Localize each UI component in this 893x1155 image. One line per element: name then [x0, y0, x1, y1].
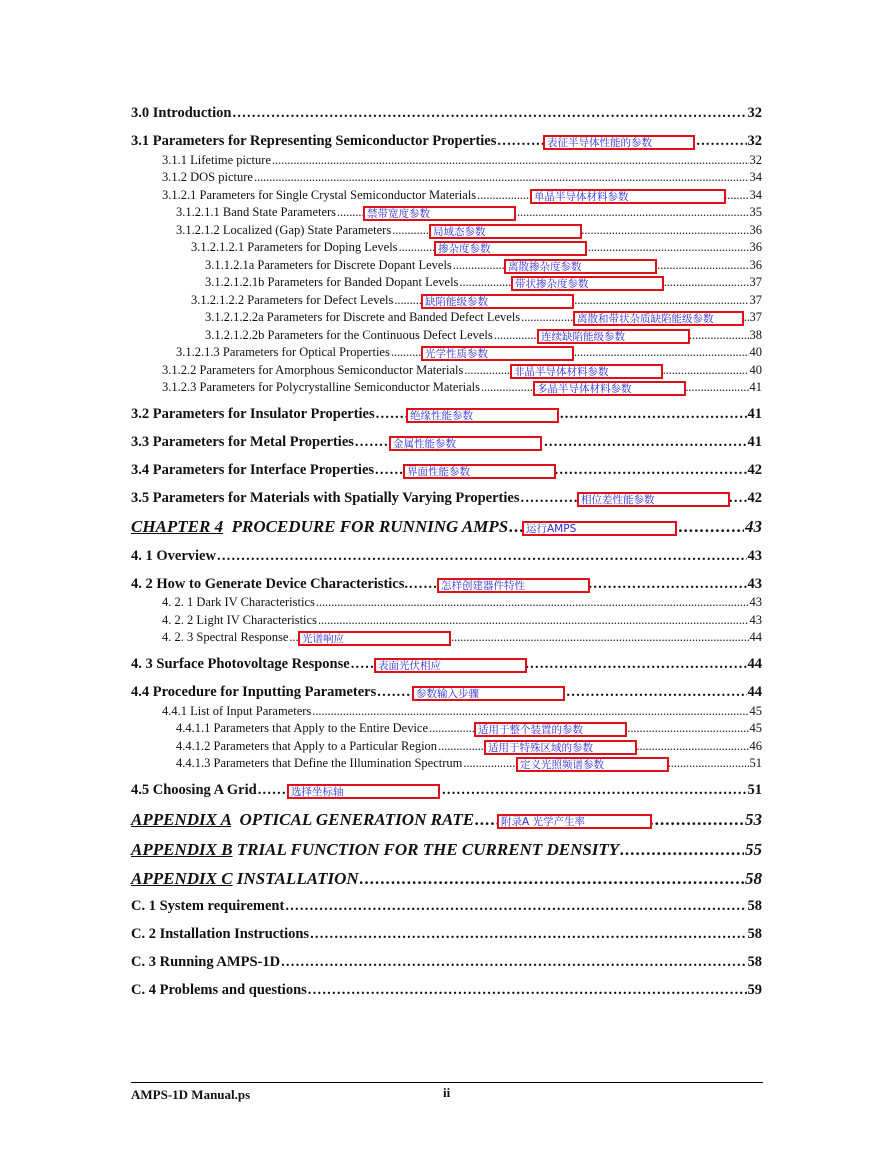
toc-entry-title: 4.4.1 List of Input Parameters [162, 704, 312, 718]
toc-entry-title: 4.4.1.3 Parameters that Define the Illumination Spectrum [176, 756, 463, 770]
toc-entry-title: 4.5 Choosing A Grid [131, 782, 257, 798]
toc-entry[interactable] [162, 364, 762, 377]
translation-annotation: 定义光照频谱参数 [516, 757, 669, 772]
toc-entry[interactable] [176, 757, 762, 770]
toc-page-number: 51 [749, 756, 762, 770]
dot-leader [360, 870, 744, 887]
translation-annotation: 非晶半导体材料参数 [510, 364, 663, 379]
translation-annotation: 光谱响应 [298, 631, 451, 646]
toc-page-number: 46 [749, 739, 762, 753]
toc-entry-title: 3.1.2.1.2.2 Parameters for Defect Levels [191, 293, 394, 307]
toc-page-number: 32 [749, 153, 762, 167]
translation-annotation: 离散掺杂度参数 [504, 259, 657, 274]
translation-annotation: 运行AMPS [522, 521, 677, 536]
toc-entry-title: 4. 2. 3 Spectral Response [162, 630, 289, 644]
toc-entry-title: 4.4 Procedure for Inputting Parameters [131, 684, 377, 700]
dot-leader [308, 983, 747, 998]
translation-annotation: 缺陷能级参数 [421, 294, 574, 309]
translation-annotation: 附录A 光学产生率 [497, 814, 652, 829]
translation-annotation: 适用于整个装置的参数 [474, 722, 627, 737]
toc-entry[interactable] [162, 705, 762, 718]
toc-page-number: 44 [747, 684, 762, 700]
toc-chapter-entry[interactable] [131, 841, 762, 858]
chapter-title: OPTICAL GENERATION RATE [230, 810, 475, 829]
toc-entry-title: 4. 2. 2 Light IV Characteristics [162, 613, 317, 627]
toc-entry[interactable] [131, 899, 762, 914]
toc-page-number: 58 [747, 954, 762, 970]
toc-entry-title: 3.4 Parameters for Interface Properties [131, 462, 375, 478]
dot-leader [316, 596, 749, 609]
toc-page-number: 41 [747, 434, 762, 450]
toc-entry-title: 3.1.2.1.1 Band State Parameters [176, 205, 337, 219]
dot-leader [281, 955, 746, 970]
toc-entry-title: 3.3 Parameters for Metal Properties [131, 434, 354, 450]
chapter-title: PROCEDURE FOR RUNNING AMPS [223, 517, 509, 536]
toc-entry[interactable] [131, 983, 762, 998]
translation-annotation: 带状掺杂度参数 [511, 276, 664, 291]
toc-entry[interactable] [205, 276, 762, 289]
translation-annotation: 离散和带状杂质缺陷能级参数 [573, 311, 744, 326]
translation-annotation: 连续缺陷能级参数 [537, 329, 690, 344]
toc-page-number: 43 [747, 548, 762, 564]
dot-leader [254, 171, 749, 184]
chapter-number: APPENDIX A [131, 810, 231, 829]
toc-page-number: 38 [749, 328, 762, 342]
toc-entry[interactable] [176, 740, 762, 753]
toc-page-number: 36 [749, 240, 762, 254]
toc-entry-title: 3.1 Parameters for Representing Semiconductor Properties [131, 133, 497, 149]
toc-page-number: 44 [749, 630, 762, 644]
chapter-title: TRIAL FUNCTION FOR THE CURRENT DENSITY [232, 840, 620, 859]
translation-annotation: 局域态参数 [429, 224, 582, 239]
toc-page-number: 32 [747, 133, 762, 149]
toc-page-number: 40 [749, 345, 762, 359]
translation-annotation: 掺杂度参数 [434, 241, 587, 256]
toc-entry-title [131, 518, 508, 535]
toc-entry[interactable] [131, 783, 762, 798]
toc-entry-title: 3.1.2.1.3 Parameters for Optical Properties [176, 345, 390, 359]
toc-entry-title: 4. 3 Surface Photovoltage Response [131, 656, 350, 672]
toc-entry-title: C. 2 Installation Instructions [131, 926, 310, 942]
toc-page-number: 55 [745, 840, 762, 859]
toc-page-number: 42 [747, 490, 762, 506]
dot-leader [620, 841, 744, 858]
toc-entry-title: 4. 2 How to Generate Device Characteristics. [131, 576, 409, 592]
toc-page-number: 58 [747, 898, 762, 914]
toc-page-number: 35 [749, 205, 762, 219]
toc-page-number: 53 [745, 810, 762, 829]
footer-page-number: ii [443, 1085, 451, 1100]
translation-annotation: 金属性能参数 [389, 436, 542, 451]
toc-entry-title: 3.1.2 DOS picture [162, 170, 253, 184]
toc-entry-title: 3.1.2.1.2.1 Parameters for Doping Levels [191, 240, 398, 254]
toc-page-number: 36 [749, 258, 762, 272]
toc-page-number: 34 [749, 188, 762, 202]
translation-annotation: 相位差性能参数 [577, 492, 730, 507]
toc-entry[interactable] [131, 955, 762, 970]
toc-page-number: 51 [747, 782, 762, 798]
dot-leader [232, 106, 746, 121]
toc-page-number: 40 [749, 363, 762, 377]
toc-entry-title: C. 1 System requirement [131, 898, 285, 914]
toc-page-number: 43 [749, 595, 762, 609]
toc-entry-title: 3.1.2.1.2 Localized (Gap) State Parameters [176, 223, 392, 237]
translation-annotation: 界面性能参数 [403, 464, 556, 479]
toc-entry[interactable] [162, 614, 762, 627]
toc-entry-title: 3.1.2.3 Parameters for Polycrystalline Semiconductor Materials [162, 380, 480, 394]
toc-entry-title: 3.1.2.2 Parameters for Amorphous Semiconductor Materials [162, 363, 464, 377]
toc-entry-title [131, 870, 359, 887]
toc-entry-title: 3.1.2.1 Parameters for Single Crystal Semiconductor Materials [162, 188, 477, 202]
dot-leader [312, 705, 748, 718]
toc-page-number: 37 [749, 293, 762, 307]
translation-annotation: 适用于特殊区域的参数 [484, 740, 637, 755]
toc-entry-title [131, 841, 619, 858]
translation-annotation: 表征半导体性能的参数 [543, 135, 695, 150]
translation-annotation: 禁带宽度参数 [363, 206, 516, 221]
translation-annotation: 单晶半导体材料参数 [530, 189, 726, 204]
toc-page-number: 41 [749, 380, 762, 394]
toc-entry-title: 3.2 Parameters for Insulator Properties [131, 406, 375, 422]
toc-entry-title: 3.5 Parameters for Materials with Spatially Varying Properties [131, 490, 520, 506]
toc-page-number: 58 [745, 869, 762, 888]
toc-page-number: 45 [749, 721, 762, 735]
chapter-number: CHAPTER 4 [131, 517, 224, 536]
chapter-number: APPENDIX C [131, 869, 233, 888]
dot-leader [310, 927, 746, 942]
translation-annotation: 怎样创建器件特性 [437, 578, 590, 593]
dot-leader [217, 549, 747, 564]
toc-page-number: 34 [749, 170, 762, 184]
toc-chapter-entry[interactable] [131, 811, 762, 828]
toc-page-number: 37 [749, 310, 762, 324]
translation-annotation: 多晶半导体材料参数 [533, 381, 686, 396]
toc-entry-title: 3.1.2.1.2.2a Parameters for Discrete and Banded Defect Levels [205, 310, 521, 324]
toc-chapter-entry[interactable] [131, 870, 762, 887]
toc-entry[interactable] [131, 549, 762, 564]
toc-entry-title: C. 3 Running AMPS-1D [131, 954, 281, 970]
toc-entry[interactable] [162, 596, 762, 609]
toc-page-number: 36 [749, 223, 762, 237]
toc-page-number: 58 [747, 926, 762, 942]
toc-entry-title: C. 4 Problems and questions [131, 982, 307, 998]
chapter-number: APPENDIX B [131, 840, 233, 859]
translation-annotation: 绝缘性能参数 [406, 408, 559, 423]
dot-leader [272, 154, 749, 167]
toc-page-number: 43 [749, 613, 762, 627]
translation-annotation: 选择坐标轴 [287, 784, 440, 799]
toc-entry-title: 3.1.1 Lifetime picture [162, 153, 271, 167]
toc-entry[interactable] [162, 154, 762, 167]
toc-page-number: 42 [747, 462, 762, 478]
toc-entry[interactable] [131, 106, 762, 121]
dot-leader [285, 899, 746, 914]
toc-entry-title: 3.1.2.1.2.2b Parameters for the Continuous Defect Levels [205, 328, 493, 342]
footer-document-name: AMPS-1D Manual.ps [131, 1087, 251, 1102]
toc-page-number: 43 [745, 517, 762, 536]
toc-entry-title: 3.1.2.1.2.1b Parameters for Banded Dopant Levels [205, 275, 459, 289]
toc-entry[interactable] [162, 171, 762, 184]
toc-page-number: 32 [747, 105, 762, 121]
dot-leader [318, 614, 749, 627]
toc-page-number: 44 [747, 656, 762, 672]
toc-entry[interactable] [162, 631, 762, 644]
toc-entry-title: 4. 2. 1 Dark IV Characteristics [162, 595, 315, 609]
toc-entry-title [131, 811, 474, 828]
toc-entry[interactable] [176, 722, 762, 735]
toc-page-number: 59 [747, 982, 762, 998]
chapter-title: INSTALLATION [232, 869, 359, 888]
toc-page-number: 43 [747, 576, 762, 592]
toc-entry-title: 4.4.1.2 Parameters that Apply to a Particular Region [176, 739, 438, 753]
toc-page-number: 37 [749, 275, 762, 289]
toc-page-number: 41 [747, 406, 762, 422]
toc-entry-title: 3.0 Introduction [131, 105, 232, 121]
toc-page-number: 45 [749, 704, 762, 718]
translation-annotation: 参数输入步骤 [412, 686, 565, 701]
toc-entry[interactable] [131, 927, 762, 942]
footer-rule [131, 1082, 763, 1083]
translation-annotation: 光学性质参数 [421, 346, 574, 361]
toc-entry-title: 4.4.1.1 Parameters that Apply to the Entire Device [176, 721, 429, 735]
toc-entry-title: 3.1.1.2.1a Parameters for Discrete Dopant Levels [205, 258, 452, 272]
translation-annotation: 表面光伏相应 [374, 658, 527, 673]
toc-entry-title: 4. 1 Overview [131, 548, 216, 564]
toc-entry[interactable] [205, 259, 762, 272]
